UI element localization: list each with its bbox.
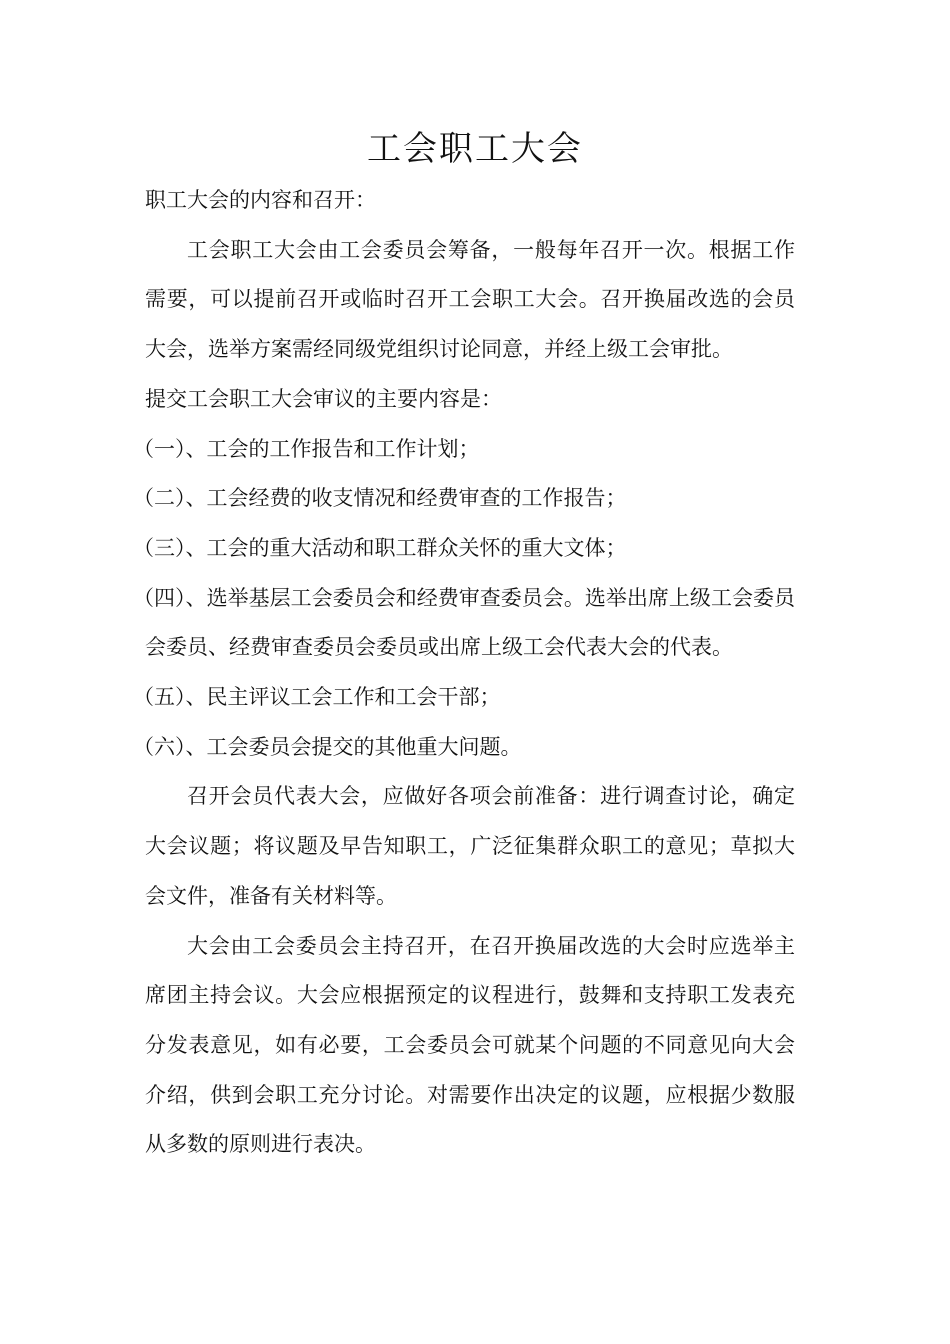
list-item-1: （一）、工会的工作报告和工作计划； bbox=[133, 436, 480, 461]
list-item-3: （三）、工会的重大活动和职工群众关怀的重大文体； bbox=[133, 535, 627, 560]
document-title: 工会职工大会 bbox=[367, 129, 583, 169]
list-intro: 提交工会职工大会审议的主要内容是： bbox=[145, 386, 502, 411]
paragraph-meeting-procedure: 大会由工会委员会主持召开，在召开换届改选的大会时应选举主席团主持会议。大会应根据预定的议程进行，鼓舞和支持职工发表充分发表意见，如有必要，工会委员会可就某个问题的不同意见向大会介绍，供到会职工充分讨论。对需要作出决定的议题，应根据少数服从多数的原则进行表决。 bbox=[145, 933, 795, 1157]
list-item-2: （二）、工会经费的收支情况和经费审查的工作报告； bbox=[133, 486, 627, 511]
paragraph-preparation: 工会职工大会由工会委员会筹备，一般每年召开一次。根据工作需要，可以提前召开或临时召开工会职工大会。召开换届改选的会员大会，选举方案需经同级党组织讨论同意，并经上级工会审批。 bbox=[145, 237, 795, 362]
list-item-4: （四）、选举基层工会委员会和经费审查委员会。选举出席上级工会委员会委员、经费审查委员会委员或出席上级工会代表大会的代表。 bbox=[133, 585, 795, 660]
document-body bbox=[133, 176, 795, 1170]
section-heading: 职工大会的内容和召开： bbox=[145, 188, 376, 212]
list-item-5: （五）、民主评议工会工作和工会干部； bbox=[133, 685, 501, 710]
paragraph-pre-meeting: 召开会员代表大会，应做好各项会前准备：进行调查讨论，确定大会议题；将议题及早告知职工，广泛征集群众职工的意见；草拟大会文件，准备有关材料等。 bbox=[145, 784, 795, 908]
list-item-6: （六）、工会委员会提交的其他重大问题。 bbox=[133, 734, 522, 759]
